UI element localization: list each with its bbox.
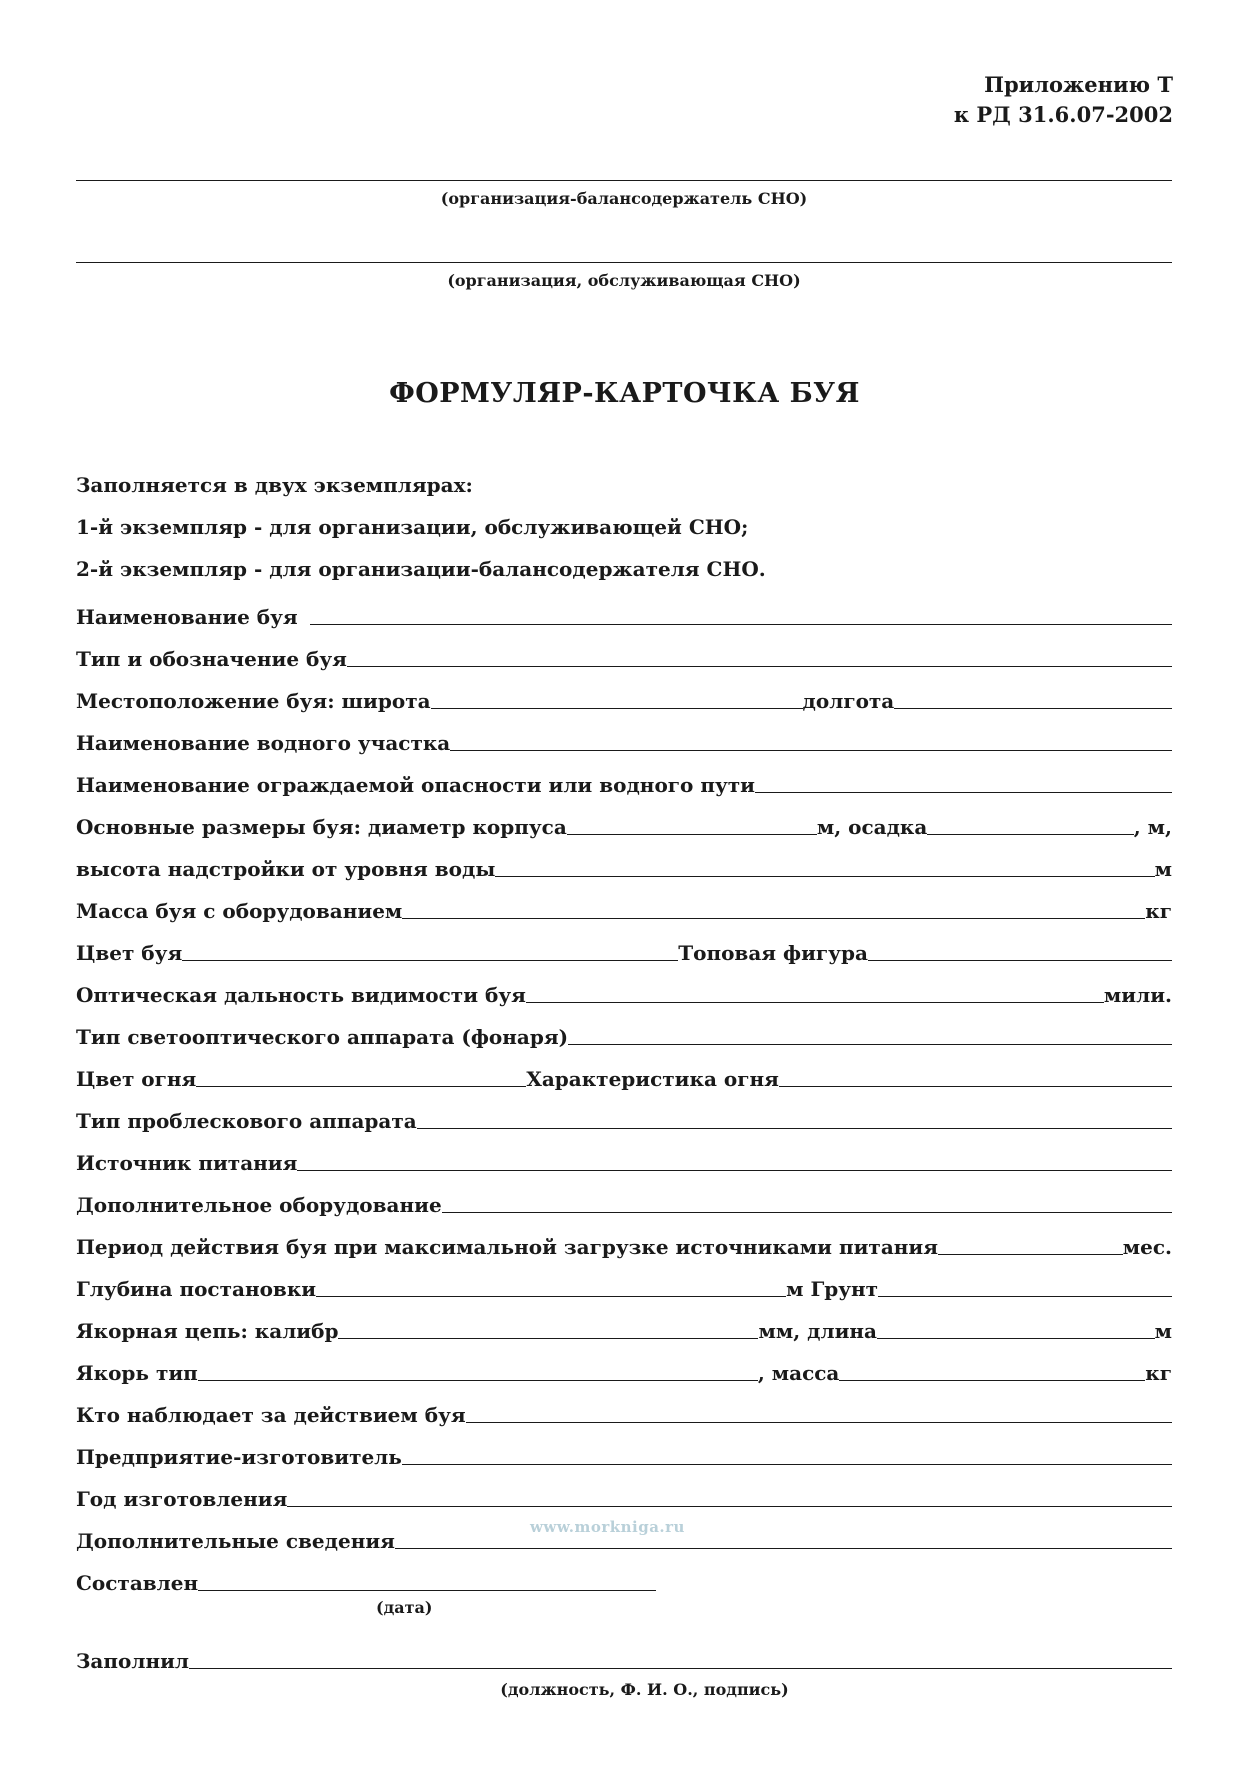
input-year[interactable] [287,1506,1172,1507]
label-extra-info: Дополнительные сведения [76,1529,395,1553]
label-topmark: Топовая фигура [678,941,868,965]
input-danger[interactable] [755,792,1172,793]
input-ground[interactable] [878,1296,1172,1297]
input-longitude[interactable] [894,708,1172,709]
label-optical-range: Оптическая дальность видимости буя [76,983,526,1007]
label-draft: м, осадка [816,815,928,839]
input-diameter[interactable] [567,834,817,835]
field-lantern-type [76,1009,1172,1051]
label-observer: Кто наблюдает за действием буя [76,1403,466,1427]
label-color: Цвет буя [76,941,183,965]
label-height: высота надстройки от уровня воды [76,857,496,881]
label-diameter: Основные размеры буя: диаметр корпуса [76,815,567,839]
label-chain-caliber: Якорная цепь: калибр [76,1319,339,1343]
input-power-source[interactable] [297,1170,1172,1171]
field-height [76,841,1172,883]
field-depth [76,1261,1172,1303]
watermark-text: www.morkniga.ru [530,1518,685,1536]
label-depth: Глубина постановки [76,1277,317,1301]
field-observer [76,1387,1172,1429]
input-anchor-type[interactable] [198,1380,758,1381]
field-extra-equipment [76,1177,1172,1219]
field-light [76,1051,1172,1093]
label-period-unit: мес. [1122,1235,1172,1259]
compiled-block [76,1555,1172,1597]
input-compiled-date[interactable] [198,1590,656,1591]
field-chain [76,1303,1172,1345]
annex-reference [954,70,1173,130]
filled-block [76,1633,1172,1675]
input-period[interactable] [938,1254,1123,1255]
page-title: ФОРМУЛЯР-КАРТОЧКА БУЯ [389,378,860,409]
label-draft-unit: , м, [1133,815,1172,839]
label-anchor-type: Якорь тип [76,1361,198,1385]
form-fields [76,589,1172,1555]
field-manufacturer [76,1429,1172,1471]
input-chain-length[interactable] [877,1338,1155,1339]
label-period: Период действия буя при максимальной загрузке источниками питания [76,1235,939,1259]
label-ground: м Грунт [786,1277,879,1301]
input-color[interactable] [182,960,678,961]
field-anchor [76,1345,1172,1387]
field-power-source [76,1135,1172,1177]
note-line-1: Заполняется в двух экземплярах: [76,473,473,497]
label-latitude: Местоположение буя: широта [76,689,431,713]
label-filled: Заполнил [76,1649,190,1673]
input-lantern-type[interactable] [568,1044,1172,1045]
input-extra-info[interactable] [395,1548,1172,1549]
field-filled [76,1633,1172,1675]
label-optical-unit: мили. [1103,983,1172,1007]
field-buoy-name [76,589,1172,631]
label-longitude: долгота [802,689,895,713]
label-manufacturer: Предприятие-изготовитель [76,1445,402,1469]
label-chain-unit: м [1154,1319,1172,1343]
note-line-2: 1-й экземпляр - для организации, обслуживающей СНО; [76,515,749,539]
label-water-area: Наименование водного участка [76,731,451,755]
label-height-unit: м [1154,857,1172,881]
input-water-area[interactable] [450,750,1172,751]
input-buoy-name[interactable] [310,624,1172,625]
field-color-topmark [76,925,1172,967]
label-mass: Масса буя с оборудованием [76,899,403,923]
notes-block [76,464,766,590]
input-latitude[interactable] [431,708,803,709]
field-dimensions [76,799,1172,841]
label-light-char: Характеристика огня [526,1067,779,1091]
input-mass[interactable] [402,918,1145,919]
note-line-3: 2-й экземпляр - для организации-балансодержателя СНО. [76,557,766,581]
label-power-source: Источник питания [76,1151,298,1175]
label-buoy-type: Тип и обозначение буя [76,647,347,671]
input-optical-range[interactable] [526,1002,1104,1003]
label-light-color: Цвет огня [76,1067,197,1091]
field-location [76,673,1172,715]
field-year [76,1471,1172,1513]
label-extra-equipment: Дополнительное оборудование [76,1193,442,1217]
filled-caption: (должность, Ф. И. О., подпись) [500,1680,789,1699]
label-danger: Наименование ограждаемой опасности или водного пути [76,773,756,797]
field-buoy-type [76,631,1172,673]
label-flasher-type: Тип проблескового аппарата [76,1109,417,1133]
input-extra-equipment[interactable] [442,1212,1172,1213]
date-caption: (дата) [376,1598,433,1617]
label-compiled: Составлен [76,1571,199,1595]
field-period [76,1219,1172,1261]
label-anchor-unit: кг [1145,1361,1172,1385]
label-year: Год изготовления [76,1487,288,1511]
field-mass [76,883,1172,925]
field-danger [76,757,1172,799]
annex-line-2: к РД 31.6.07-2002 [953,102,1173,127]
input-flasher-type[interactable] [417,1128,1172,1129]
input-observer[interactable] [466,1422,1172,1423]
input-chain-caliber[interactable] [338,1338,758,1339]
label-lantern-type: Тип светооптического аппарата (фонаря) [76,1025,569,1049]
org-balance-holder-line[interactable] [76,180,1172,181]
input-manufacturer[interactable] [402,1464,1172,1465]
input-light-char[interactable] [779,1086,1172,1087]
org-balance-holder-block [76,180,1172,208]
field-optical-range [76,967,1172,1009]
input-buoy-type[interactable] [347,666,1172,667]
org-service-caption: (организация, обслуживающая СНО) [447,271,801,290]
annex-line-1: Приложению Т [984,72,1173,97]
label-buoy-name: Наименование буя [76,605,298,629]
field-compiled [76,1555,656,1597]
input-draft[interactable] [927,834,1133,835]
field-water-area [76,715,1172,757]
input-topmark[interactable] [868,960,1172,961]
input-anchor-mass[interactable] [839,1380,1145,1381]
input-height[interactable] [495,876,1154,877]
label-mass-unit: кг [1145,899,1172,923]
input-filled[interactable] [189,1668,1172,1669]
input-light-color[interactable] [196,1086,526,1087]
org-service-block [76,262,1172,290]
org-balance-holder-caption: (организация-балансодержатель СНО) [440,189,808,208]
input-depth[interactable] [316,1296,786,1297]
org-service-line[interactable] [76,262,1172,263]
field-flasher-type [76,1093,1172,1135]
label-anchor-mass: , масса [757,1361,840,1385]
label-chain-length: мм, длина [758,1319,878,1343]
